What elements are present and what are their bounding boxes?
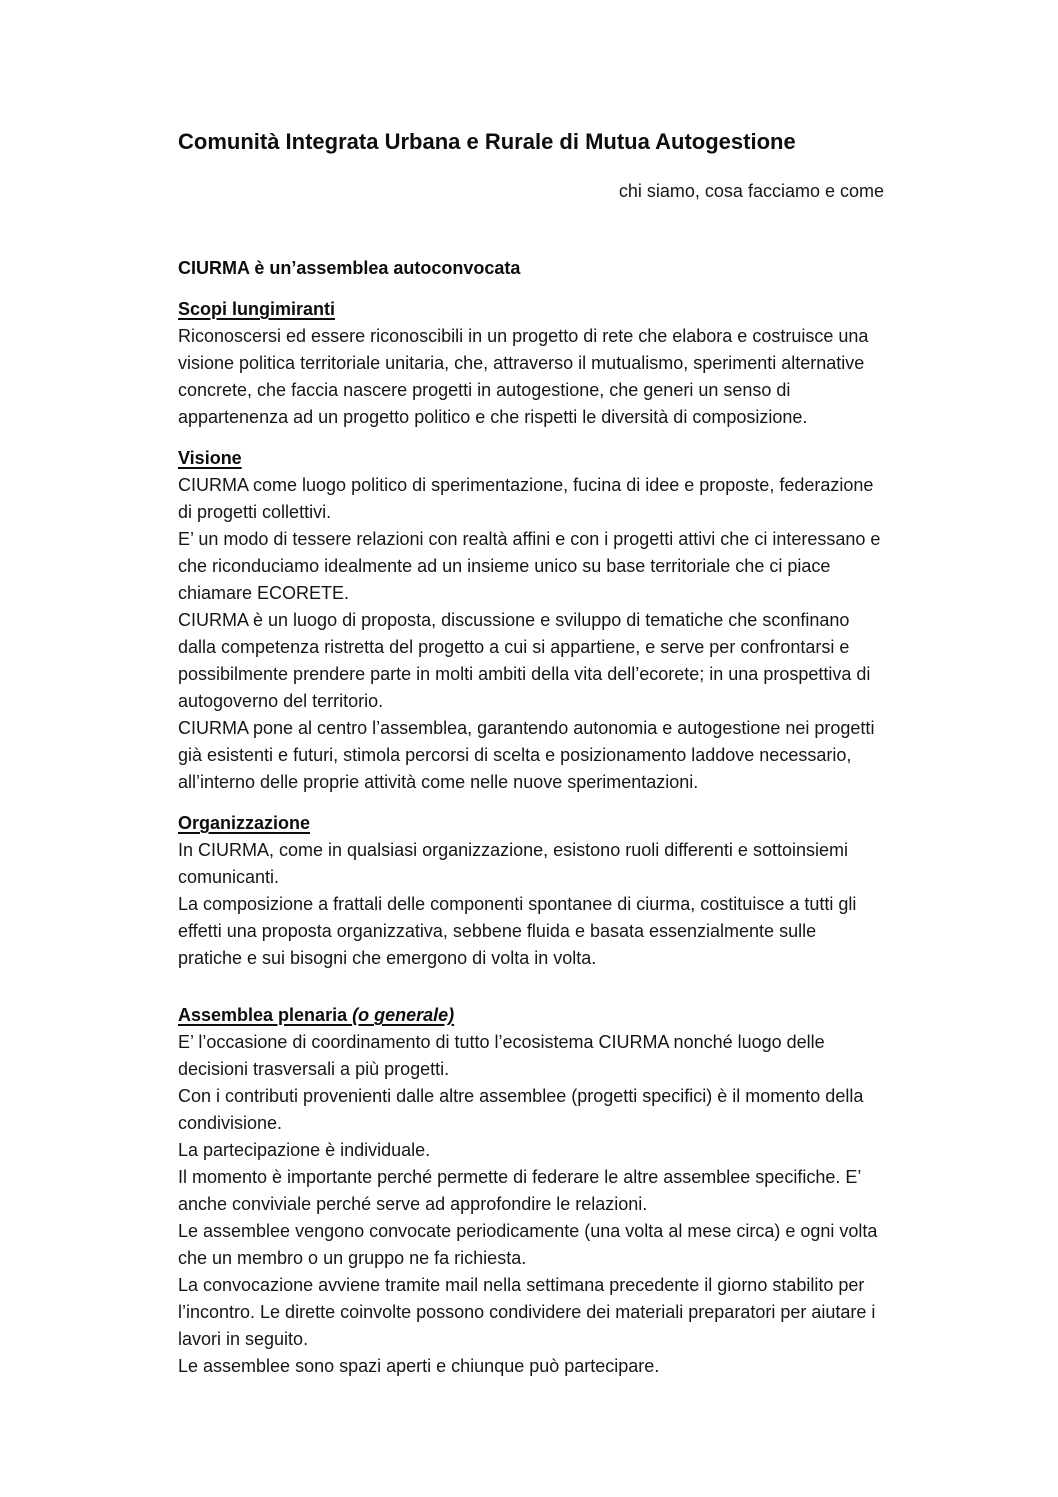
paragraph: La convocazione avviene tramite mail nella settimana precedente il giorno stabilito per l’incontro. Le dirette coinvolte possono condividere dei materiali preparatori per aiutare i lavori in seguito. <box>178 1275 876 1349</box>
paragraph: CIURMA è un luogo di proposta, discussione e sviluppo di tematiche che sconfinano dalla competenza ristretta del progetto a cui si appartiene, e serve per confrontarsi e possibilmente prendere parte in molti ambiti della vita dell’ecorete; in una prospettiva di autogoverno del territorio. <box>178 610 871 711</box>
document-section <box>178 445 884 796</box>
document-section <box>178 1002 884 1380</box>
section-heading <box>178 810 310 837</box>
section-heading <box>178 296 335 323</box>
paragraph: E’ un modo di tessere relazioni con realtà affini e con i progetti attivi che ci interessano e che riconduciamo idealmente ad un insieme unico su base territoriale che ci piace chiamare ECORETE. <box>178 529 881 603</box>
paragraph: La partecipazione è individuale. <box>178 1140 431 1160</box>
paragraph: Le assemblee vengono convocate periodicamente (una volta al mese circa) e ogni volta che un membro o un gruppo ne fa richiesta. <box>178 1221 878 1268</box>
section-heading-text: Organizzazione <box>178 813 311 833</box>
paragraph: E’ l’occasione di coordinamento di tutto l’ecosistema CIURMA nonché luogo delle decisioni trasversali a più progetti. <box>178 1032 825 1079</box>
paragraph: Con i contributi provenienti dalle altre assemblee (progetti specifici) è il momento della condivisione. <box>178 1086 864 1133</box>
paragraph: Il momento è importante perché permette di federare le altre assemblee specifiche. E’ anche conviviale perché serve ad approfondire le relazioni. <box>178 1167 861 1214</box>
section-heading-text: Scopi lungimiranti <box>178 299 336 319</box>
document-subtitle: chi siamo, cosa facciamo e come <box>618 181 884 201</box>
document-section <box>178 810 884 972</box>
intro-heading: CIURMA è un’assemblea autoconvocata <box>178 258 521 278</box>
section-heading-text: Assemblea plenaria <box>178 1005 353 1025</box>
section-heading-italic: (o generale) <box>352 1005 455 1025</box>
section-heading <box>178 1002 454 1029</box>
paragraph: CIURMA come luogo politico di sperimentazione, fucina di idee e proposte, federazione di progetti collettivi. <box>178 475 874 522</box>
paragraph: Le assemblee sono spazi aperti e chiunque può partecipare. <box>178 1356 660 1376</box>
paragraph: Riconoscersi ed essere riconoscibili in un progetto di rete che elabora e costruisce una visione politica territoriale unitaria, che, attraverso il mutualismo, sperimenti alternative concrete, che faccia nascere progetti in autogestione, che generi un senso di appartenenza ad un progetto politico e che rispetti le diversità di composizione. <box>178 326 869 427</box>
document-body <box>178 296 884 1380</box>
document-title: Comunità Integrata Urbana e Rurale di Mutua Autogestione <box>178 129 796 154</box>
section-heading-text: Visione <box>178 448 242 468</box>
section-heading <box>178 445 242 472</box>
paragraph: CIURMA pone al centro l’assemblea, garantendo autonomia e autogestione nei progetti già esistenti e futuri, stimola percorsi di scelta e posizionamento laddove necessario, all’interno delle proprie attività come nelle nuove sperimentazioni. <box>178 718 875 792</box>
document-section <box>178 296 884 431</box>
paragraph: La composizione a frattali delle componenti spontanee di ciurma, costituisce a tutti gli effetti una proposta organizzativa, sebbene fluida e basata essenzialmente sulle pratiche e sui bisogni che emergono di volta in volta. <box>178 894 857 968</box>
paragraph: In CIURMA, come in qualsiasi organizzazione, esistono ruoli differenti e sottoinsiemi comunicanti. <box>178 840 848 887</box>
